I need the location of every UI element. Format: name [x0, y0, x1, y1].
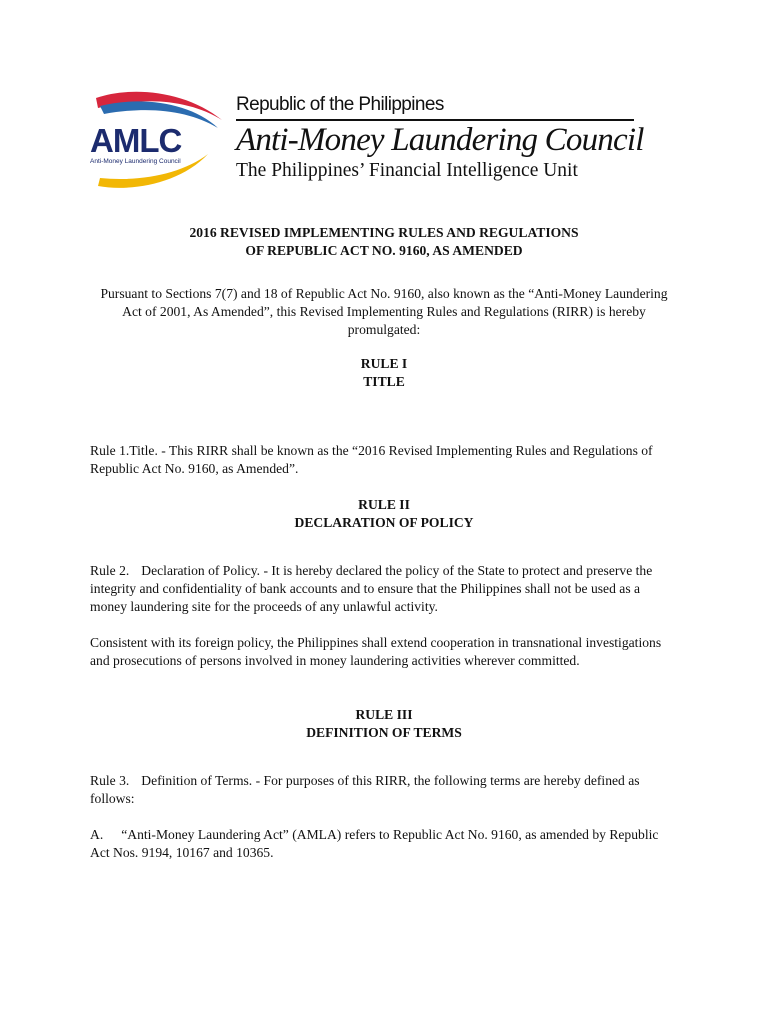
logo-wordmark: AMLC — [90, 122, 182, 159]
rule-3-text: Definition of Terms. - For purposes of this RIRR, the following terms are hereby defined as follows: — [90, 773, 640, 806]
rule-3-name: DEFINITION OF TERMS — [306, 725, 462, 740]
letterhead — [90, 88, 650, 198]
letterhead-text — [236, 93, 644, 183]
rule-2-paragraph-2: Consistent with its foreign policy, the Philippines shall extend cooperation in transnational investigations and prosecutions of persons involved in money laundering activities wherever committed. — [90, 635, 662, 668]
rule-2-name: DECLARATION OF POLICY — [294, 515, 474, 530]
document-title-line-1: 2016 REVISED IMPLEMENTING RULES AND REGULATIONS — [189, 225, 579, 240]
rule-3-paragraph — [90, 772, 678, 808]
logo-subtext: Anti-Money Laundering Council — [90, 158, 181, 165]
rule-1-text: Rule 1.Title. - This RIRR shall be known as the “2016 Revised Implementing Rules and Regulations of Republic Act No. 9160, as Amended”. — [90, 443, 653, 476]
definition-a — [90, 826, 678, 862]
letterhead-fiu: The Philippines’ Financial Intelligence Unit — [236, 160, 578, 181]
rule-1-heading — [90, 355, 678, 391]
rule-2-paragraph — [90, 562, 678, 616]
document-title-line-2: OF REPUBLIC ACT NO. 9160, AS AMENDED — [245, 243, 523, 258]
amlc-logo — [90, 88, 230, 193]
rule-1-name: TITLE — [363, 374, 405, 389]
definition-a-text: “Anti-Money Laundering Act” (AMLA) refers to Republic Act No. 9160, as amended by Republic Act Nos. 9194, 10167 and 10365. — [90, 827, 659, 860]
rule-3-heading — [90, 706, 678, 742]
rule-2-text: Declaration of Policy. - It is hereby declared the policy of the State to protect and preserve the integrity and confidentiality of bank accounts and to ensure that the Philippines shall not be used as a money laundering site for the proceeds of any unlawful activity. — [90, 563, 653, 614]
letterhead-republic: Republic of the Philippines — [236, 94, 444, 115]
rule-1-number: RULE I — [360, 356, 408, 371]
rule-2-label: Rule 2. — [90, 563, 130, 578]
definition-a-label: A. — [90, 827, 104, 842]
letterhead-council-name: Anti-Money Laundering Council — [236, 122, 644, 158]
intro-paragraph: Pursuant to Sections 7(7) and 18 of Republic Act No. 9160, also known as the “Anti-Money Laundering Act of 2001, As Amended”, this Revised Implementing Rules and Regulations (RIRR) is hereby promulgated: — [100, 286, 668, 337]
rule-3-number: RULE III — [355, 707, 413, 722]
rule-3-label: Rule 3. — [90, 773, 130, 788]
document-body — [90, 224, 678, 862]
document-title — [90, 224, 678, 260]
rule-2-heading — [90, 496, 678, 532]
rule-2-number: RULE II — [358, 497, 410, 512]
